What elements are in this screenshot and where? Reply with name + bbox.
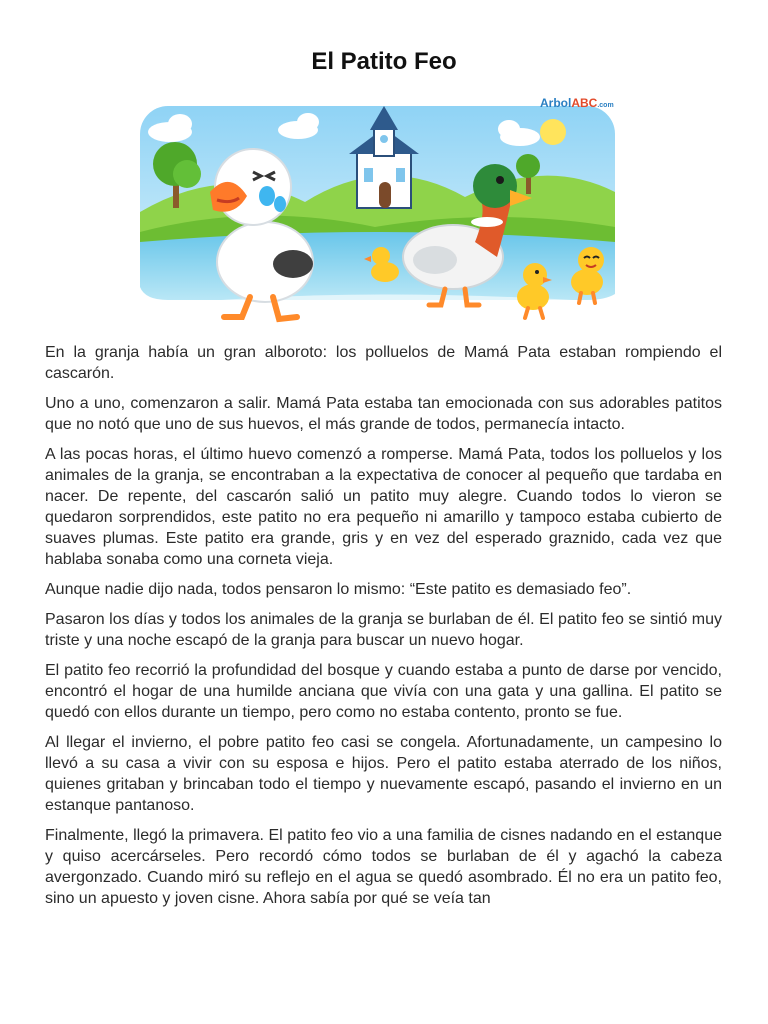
brand-abc: ABC — [571, 96, 598, 110]
ugly-duckling-illustration — [135, 92, 620, 330]
brand-logo — [540, 96, 614, 110]
story-paragraph: El patito feo recorrió la profundidad del bosque y cuando estaba a punto de darse por vencido, encontró el hogar de una humilde anciana que vivía con una gata y una gallina. El patito se quedó con ellos durante un tiempo, pero como no estaba contento, pronto se fue. — [45, 662, 722, 721]
story-paragraph: Al llegar el invierno, el pobre patito feo casi se congela. Afortunadamente, un campesino lo llevó a su casa a vivir con su esposa e hijos. Pero el patito estaba aterrado de los niños, quienes gritaban y brincaban todo el tiempo y nuevamente escapó, pasando el invierno en un estanque pantanoso. — [45, 734, 722, 814]
story-paragraph: Pasaron los días y todos los animales de la granja se burlaban de él. El patito feo se sintió muy triste y una noche escapó de la granja para buscar un nuevo hogar. — [45, 611, 722, 649]
story-paragraph: A las pocas horas, el último huevo comenzó a romperse. Mamá Pata, todos los polluelos y los animales de la granja, se encontraban a la expectativa de conocer al pequeño que tardaba en nacer. De repente, del cascarón salió un patito muy alegre. Cuando todos lo vieron se quedaron sorprendidos, este patito no era pequeño ni amarillo y tampoco estaba cubierto de suaves plumas. Este patito era grande, gris y en vez del esperado graznido, cada vez que hablaba sonaba como una corneta vieja. — [45, 446, 722, 568]
brand-name: Arbol — [540, 96, 572, 110]
story-paragraph: Finalmente, llegó la primavera. El patito feo vio a una familia de cisnes nadando en el estanque y quiso acercárseles. Pero recordó cómo todos se burlaban de él y agachó la cabeza avergonzado. Cuando miró su reflejo en el agua se quedó asombrado. Él no era un patito feo, sino un apuesto y joven cisne. Ahora sabía por qué se veía tan — [45, 827, 722, 907]
story-paragraph: En la granja había un gran alboroto: los polluelos de Mamá Pata estaban rompiendo el cascarón. — [45, 344, 722, 382]
story-body — [45, 342, 722, 918]
story-paragraph: Aunque nadie dijo nada, todos pensaron lo mismo: “Este patito es demasiado feo”. — [45, 581, 632, 598]
story-paragraph: Uno a uno, comenzaron a salir. Mamá Pata estaba tan emocionada con sus adorables patitos que no notó que uno de sus huevos, el más grande de todos, permanecía intacto. — [45, 395, 722, 433]
page-title: El Patito Feo — [311, 48, 457, 75]
brand-suffix: .com — [597, 102, 614, 109]
